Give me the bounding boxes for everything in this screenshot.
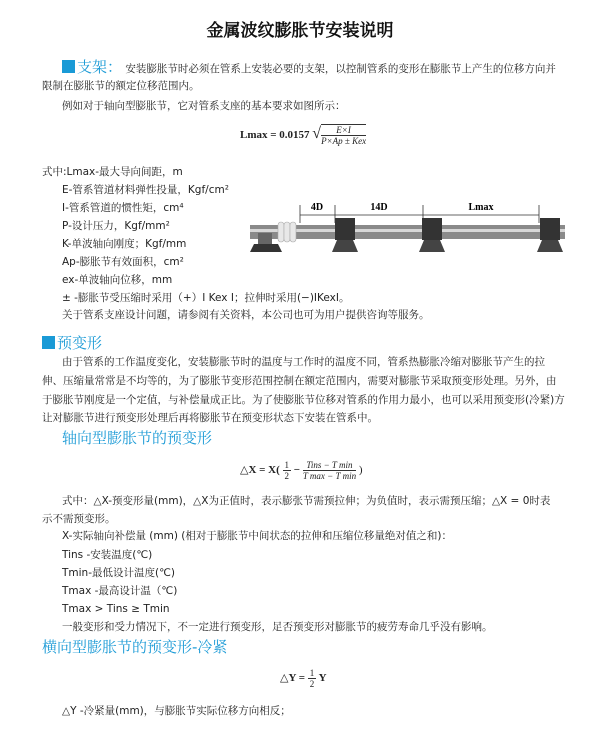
paragraph-line: 限制在膨胀节的额定位移范围内。 — [42, 80, 200, 92]
guide-support — [419, 218, 445, 252]
formula-numerator: 1 — [284, 459, 290, 470]
paragraph-line: 让对膨胀节进行预变形处理后再将膨胀节在预变形状态下安装在管系中。 — [42, 412, 378, 424]
formula-numerator: 1 — [309, 667, 315, 678]
formula-lhs: △Y = — [280, 672, 308, 684]
square-bullet-icon — [62, 60, 75, 73]
formula-denominator: 2 — [309, 678, 315, 689]
legend-item: Tmax > Tins ≥ Tmin — [62, 603, 170, 615]
formula-denominator: T max − T min — [302, 470, 357, 481]
section-heading-predeformation — [42, 334, 102, 352]
paragraph-line: 例如对于轴向型膨胀节，它对管系支座的基本要求如图所示： — [62, 100, 346, 112]
formula-delta-x — [240, 458, 363, 482]
legend-item: Tins -安装温度(℃) — [62, 549, 153, 561]
section-supports — [62, 58, 556, 76]
legend-item: P-设计压力，Kgf/mm² — [62, 220, 170, 232]
formula-rhs: Y — [318, 672, 327, 684]
formula-delta-y — [280, 666, 327, 690]
legend-item: Ap-膨胀节有效面积，cm² — [62, 256, 184, 268]
formula-close: ) — [358, 464, 363, 476]
section-heading: 预变形 — [57, 334, 103, 352]
legend-item: E-管系管道材料弹性投量，Kgf/cm² — [62, 184, 229, 196]
legend-item: Tmax -最高设计温（℃) — [62, 585, 178, 597]
legend-item: I-管系管道的惯性矩，cm⁴ — [62, 202, 184, 214]
paragraph-line: 伸、压缩量常常是不均等的，为了膨胀节变形范围控制在额定范围内，需要对膨胀节采取预变形处理。另外，由 — [42, 375, 557, 387]
dim-label-4d: 4D — [310, 202, 324, 213]
legend-item: 一般变形和受力情况下，不一定进行预变形，足否预变形对膨胀节的疲劳寿命几乎没有影响。 — [62, 621, 493, 633]
legend-item: ex-单波轴向位移，mm — [62, 274, 173, 286]
legend-intro: 式中:Lmax-最大导向间距，m — [42, 166, 183, 178]
dim-label-lmax: Lmax — [468, 202, 494, 213]
guide-support — [332, 218, 358, 252]
square-bullet-icon — [42, 336, 55, 349]
formula-lhs: △X = X( — [240, 464, 280, 476]
dim-label-14d: 14D — [370, 202, 388, 213]
section-heading: 支架： — [77, 58, 123, 76]
legend-item: 关于管系支座设计问题，请参阅有关资料，本公司也可为用户提供咨询等服务。 — [62, 309, 430, 321]
paragraph-line: 于膨胀节刚度是一个定值，与补偿量成正比。为了使膨胀节位移对管系的作用力最小，也可以采用预变形(冷紧)方 — [42, 394, 565, 406]
formula-denominator: P×Ap ± Kex — [321, 136, 367, 147]
guide-support — [537, 218, 563, 252]
formula-numerator: Tins − T min — [303, 460, 356, 471]
paragraph-line: 安装膨胀节时必须在管系上安装必要的支架，以控制管系的变形在膨胀节上产生的位移方向并 — [125, 63, 556, 75]
paragraph-line: △Y -冷紧量(mm)，与膨胀节实际位移方向相反； — [62, 705, 291, 717]
legend-item: K-单波轴向刚度；Kgf/mm — [62, 238, 187, 250]
formula-lhs: Lmax = 0.0157 — [240, 129, 310, 141]
paragraph-line: 式中：△X-预变形量(mm)，△X为正值时，表示膨张节需预拉伸；为负值时，表示需预压缩；△X = 0时表 — [62, 495, 551, 507]
paragraph-line: 示不需预变形。 — [42, 513, 116, 525]
legend-item: ± -膨胀节受压缩时采用（+）I Kex I；拉伸时采用(−)IKexI。 — [62, 292, 350, 304]
formula-numerator: E×I — [321, 125, 366, 136]
formula-operator: − — [293, 464, 301, 476]
subsection-heading-axial: 轴向型膨胀节的预变形 — [62, 429, 213, 447]
formula-lmax: Lmax = 0.0157 √ $\frac{E\times I}{\text{P×Ap ± Kex}}$ — [240, 125, 367, 147]
legend-item: Tmin-最低设计温度(℃) — [62, 567, 175, 579]
support-spacing-diagram — [240, 195, 570, 270]
page-title: 金属波纹膨胀节安装说明 — [206, 21, 394, 41]
subsection-heading-lateral: 横向型膨胀节的预变形-冷紧 — [42, 638, 228, 656]
bellows-icon — [278, 222, 296, 242]
legend-item: X-实际轴向补偿量 (mm) (相对于膨胀节中间状态的拉伸和压缩位移量绝对值之和)： — [62, 530, 452, 542]
formula-denominator: 2 — [284, 470, 290, 481]
paragraph-line: 由于管系的工作温度变化，安装膨胀节时的温度与工作时的温度不同，管系热膨胀冷缩对膨胀节产生的拉 — [62, 356, 545, 368]
